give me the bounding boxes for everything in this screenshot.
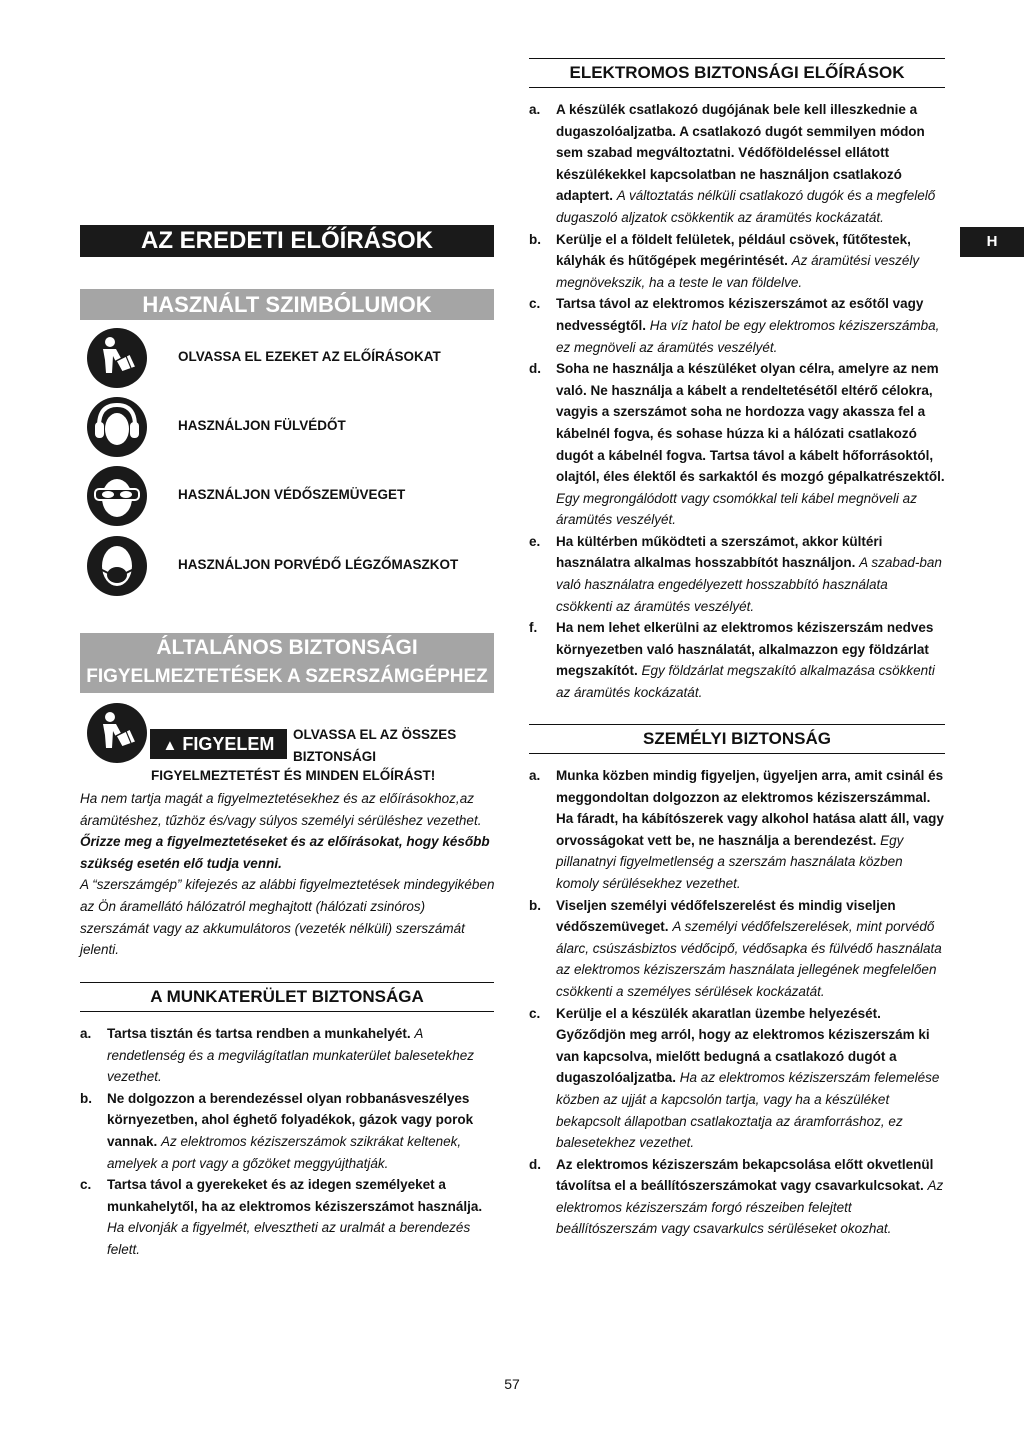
list-item [529,293,945,358]
item-italic-text: Egy megrongálódott vagy csomókkal teli kábel megnöveli az áramütés veszélyét. [556,490,917,528]
list-item [529,531,945,617]
symbol-row-ear [86,396,506,458]
item-bold-text: Tartsa tisztán és tartsa rendben a munkahelyét. [107,1026,411,1041]
electrical-heading: ELEKTROMOS BIZTONSÁGI ELŐÍRÁSOK [529,58,945,88]
intro-bold-italic: Őrizze meg a figyelmeztetéseket és az előírásokat, hogy később szükség esetén elő tudja venni. [80,834,490,871]
list-item [529,1003,945,1154]
item-bold-text: Soha ne használja a készüléket olyan célra, amelyre az nem való. Ne használja a kábelt a rendeltetésétől eltérő célokra, vagyis a szerszámot soha ne hordozza vagy akassza fel a kábelnél fogva, és sohase húzza ki a hálózati csatlakozó dugót a kábelnél fogva. Tartsa távol a kábelt hőforrásoktól, olajtól, éles élektől és sarkaktól és mozgó gépalkatrészektől. [556,361,945,485]
read-manual-icon [86,327,148,389]
item-letter: c. [80,1177,92,1193]
item-italic-text: Az elektromos kéziszerszámok szikrákat keltenek, amelyek a port vagy a gőzöket meggyújthatják. [107,1133,462,1171]
warning-line: FIGYELMEZTETÉST ÉS MINDEN ELŐÍRÁST! [151,768,436,783]
personal-heading: SZEMÉLYI BIZTONSÁG [529,724,945,754]
warning-badge-label: FIGYELEM [182,734,275,754]
item-bold-text: Kerülje el a készülék akaratlan üzembe helyezését. Győződjön meg arról, hogy az elektromos kéziszerszám ki van kapcsolva, mielőtt bedugná a csatlakozó dugót a dugaszolóaljzatba. [556,1005,930,1086]
intro-definition: A “szerszámgép” kifejezés az alábbi figyelmeztetések mindegyikében az Ön áramellátó hálózatról meghajtott (hálózati zsinóros) szerszámát vagy az akkumulátoros (vezeték nélküli) szerszámát jelenti. [80,877,495,958]
item-bold-text: Kerülje el a földelt felületek, például csövek, fűtőtestek, kályhák és hűtőgépek megérintését. [556,231,911,269]
item-bold-text: Ha kültérben működteti a szerszámot, akkor kültéri használatra alkalmas hosszabbítót használjon. [556,533,883,571]
list-item [529,617,945,703]
item-bold-text: A készülék csatlakozó dugójának bele kell illeszkednie a dugaszolóaljzatba. A csatlakozó dugót semmilyen módon sem szabad megváltoztatni. Védőföldeléssel ellátott készülékekkel kapcsolatban ne használjon csatlakozó adaptert. [556,102,925,204]
list-item [80,1088,496,1174]
item-italic-text: A rendetlenség és a megvilágítatlan munkaterület balesetekhez vezethet. [107,1026,474,1085]
warning-triangle-icon: ▲ [162,737,178,754]
item-letter: d. [529,361,541,377]
item-bold-text: Viseljen személyi védőfelszerelést és mindig viseljen védőszemüveget. [556,897,896,935]
warning-badge [150,729,287,759]
symbol-label: HASZNÁLJON FÜLVÉDŐT [178,418,346,433]
item-letter: b. [529,897,541,913]
item-italic-text: Az elektromos kéziszerszám forgó részeiben felejtett beállítószerszám vagy csavarkulcs sérüléseket okozhat. [556,1178,944,1237]
list-item [529,765,945,895]
item-italic-text: Egy földzárlat megszakító alkalmazása csökkenti az áramütés kockázatát. [556,663,935,701]
item-bold-text: Tartsa távol a gyerekeket és az idegen személyeket a munkahelytől, ha az elektromos kéziszerszámot használja. [107,1177,483,1214]
ear-protection-icon [86,396,148,458]
item-letter: c. [529,1005,541,1021]
list-item [529,1154,945,1240]
item-italic-text: Az áramütési veszély megnövekszik, ha a teste le van földelve. [556,253,920,290]
warning-line: BIZTONSÁGI [293,749,377,764]
page-number: 57 [504,1376,520,1392]
list-item [529,229,945,294]
item-letter: a. [529,102,541,117]
item-letter: b. [529,231,541,247]
item-letter: f. [529,620,538,636]
main-title: AZ EREDETI ELŐÍRÁSOK FORDÍTÁSA [80,225,494,257]
item-letter: e. [529,533,541,549]
symbol-label: HASZNÁLJON VÉDŐSZEMÜVEGET [178,487,406,502]
general-heading-line1: ÁLTALÁNOS BIZTONSÁGI [156,636,418,659]
symbols-heading: HASZNÁLT SZIMBÓLUMOK [80,289,494,320]
item-bold-text: Ne dolgozzon a berendezéssel olyan robbanásveszélyes környezetben, ahol éghető folyadékok, gázok vagy porok vannak. [107,1090,474,1149]
safety-goggles-icon [86,465,148,527]
item-letter: a. [80,1026,92,1041]
symbol-row-read [86,327,506,389]
item-bold-text: Munka közben mindig figyeljen, ügyeljen arra, amit csinál és meggondoltan dolgozzon az elektromos kéziszerszámmal. Ha fáradt, ha kábítószerek vagy alkohol hatása alatt áll, vagy orvosságokat vett be, ne használja a berendezést. [556,768,944,848]
list-item [529,358,945,531]
item-italic-text: Ha elvonják a figyelmét, elvesztheti az uralmát a berendezés felett. [107,1220,471,1257]
item-italic-text: Ha az elektromos kéziszerszám felemelése közben az ujját a kapcsolón tartja, vagy ha a készüléket bekapcsolt állapotban csatlakoztatja az áramforráshoz, ez balesetekhez vezethet. [556,1070,940,1151]
item-italic-text: A változtatás nélküli csatlakozó dugók és a megfelelő dugaszoló aljzatok csökkentik az áramütés kockázatát. [556,188,936,225]
work-area-list [80,1023,496,1261]
symbol-label: OLVASSA EL EZEKET AZ ELŐÍRÁSOKAT [178,349,441,364]
item-italic-text: Ha víz hatol be egy elektromos kéziszerszámba, ez megnöveli az áramütés veszélyét. [556,317,940,355]
item-bold-text: Az elektromos kéziszerszám bekapcsolása előtt okvetlenül távolítsa el a beállítószerszámokat vagy csavarkulcsokat. [556,1156,934,1194]
item-letter: a. [529,768,541,783]
item-bold-text: Ha nem lehet elkerülni az elektromos kéziszerszám nedves környezetben való használatát, alkalmazzon egy földzárlat megszakítót. [556,620,934,679]
intro-paragraphs [80,788,496,961]
item-italic-text: Egy pillanatnyi figyelmetlenség a szerszám használata közben komoly sérülésekhez vezethet. [556,832,904,891]
electrical-list [529,99,945,704]
dust-mask-icon [86,535,148,597]
list-item [80,1174,496,1260]
symbol-label: HASZNÁLJON PORVÉDŐ LÉGZŐMASZKOT [178,557,459,572]
item-letter: b. [80,1090,92,1106]
list-item [529,99,945,229]
language-tab: H [960,227,1024,257]
item-italic-text: A szabad-ban való használatra engedélyezett hosszabbító használata csökkenti az áramütés veszélyét. [556,555,942,614]
intro-italic: Ha nem tartja magát a figyelmeztetésekhez és az előírásokhoz,az áramütéshez, tűzhöz és/vagy súlyos személyi sérüléshez vezethet. [80,791,482,828]
read-manual-icon [86,702,148,764]
list-item [80,1023,496,1088]
item-letter: d. [529,1156,541,1172]
warning-line: OLVASSA EL AZ ÖSSZES [293,727,457,742]
symbol-row-mask [86,535,506,597]
general-warnings-heading [80,633,494,693]
item-letter: c. [529,296,541,312]
warning-text [293,724,493,768]
general-heading-line2: FIGYELMEZTETÉSEK A SZERSZÁMGÉPHEZ [86,666,488,687]
work-area-heading: A MUNKATERÜLET BIZTONSÁGA [80,982,494,1012]
symbol-row-goggles [86,465,506,527]
list-item [529,895,945,1003]
item-bold-text: Tartsa távol az elektromos kéziszerszámot az esőtől vagy nedvességtől. [556,296,924,333]
item-italic-text: A személyi védőfelszerelések, mint porvédő álarc, csúszásbiztos védőcipő, védősapka és fülvédő használata az elektromos kéziszerszám használata jellegének megfelelően csökkenti a személyes sérülések kockázatát. [556,919,942,999]
personal-list [529,765,945,1240]
